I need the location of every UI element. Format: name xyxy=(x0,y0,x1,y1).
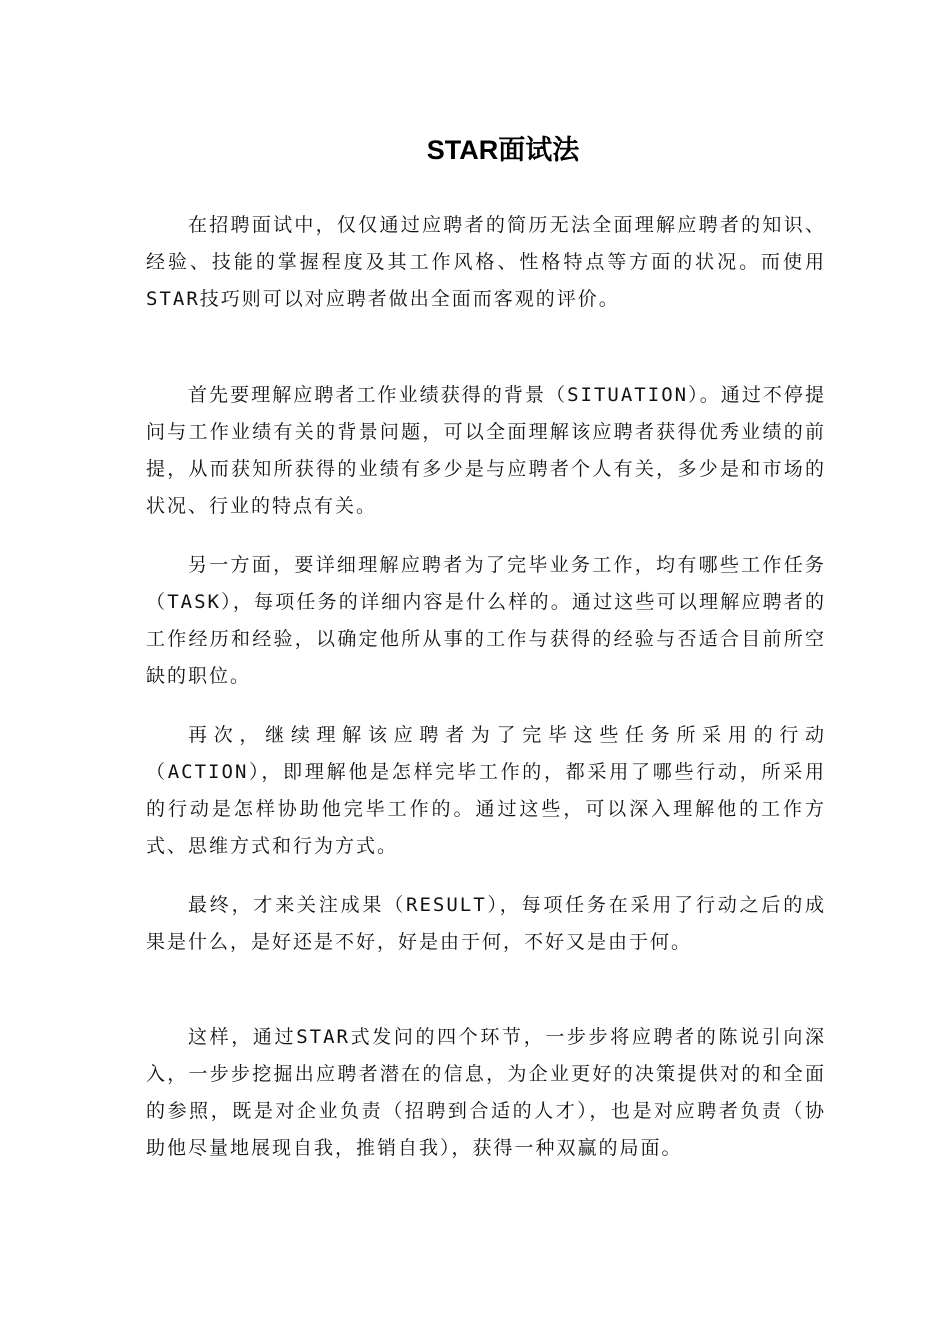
paragraph-conclusion: 这样，通过STAR式发问的四个环节，一步步将应聘者的陈说引向深入，一步步挖掘出应聘者潜在的信息，为企业更好的决策提供对的和全面的参照，既是对企业负责（招聘到合适的人才），也是对应聘者负责（协助他尽量地展现自我，推销自我），获得一种双赢的局面。 xyxy=(146,1026,826,1159)
paragraph-intro: 在招聘面试中，仅仅通过应聘者的简历无法全面理解应聘者的知识、经验、技能的掌握程度及其工作风格、性格特点等方面的状况。而使用STAR技巧则可以对应聘者做出全面而客观的评价。 xyxy=(146,214,826,310)
page-title: STAR面试法 xyxy=(426,135,580,165)
paragraph-situation: 首先要理解应聘者工作业绩获得的背景（SITUATION）。通过不停提问与工作业绩有关的背景问题，可以全面理解该应聘者获得优秀业绩的前提，从而获知所获得的业绩有多少是与应聘者个人有关，多少是和市场的状况、行业的特点有关。 xyxy=(146,384,826,517)
paragraph-result: 最终，才来关注成果（RESULT），每项任务在采用了行动之后的成果是什么，是好还是不好，好是由于何，不好又是由于何。 xyxy=(146,894,826,953)
paragraph-task: 另一方面，要详细理解应聘者为了完毕业务工作，均有哪些工作任务（TASK），每项任务的详细内容是什么样的。通过这些可以理解应聘者的工作经历和经验，以确定他所从事的工作与获得的经验与否适合目前所空缺的职位。 xyxy=(146,554,826,687)
paragraph-action: 再次，继续理解该应聘者为了完毕这些任务所采用的行动（ACTION），即理解他是怎样完毕工作的，都采用了哪些行动，所采用的行动是怎样协助他完毕工作的。通过这些，可以深入理解他的工作方式、思维方式和行为方式。 xyxy=(146,724,826,857)
